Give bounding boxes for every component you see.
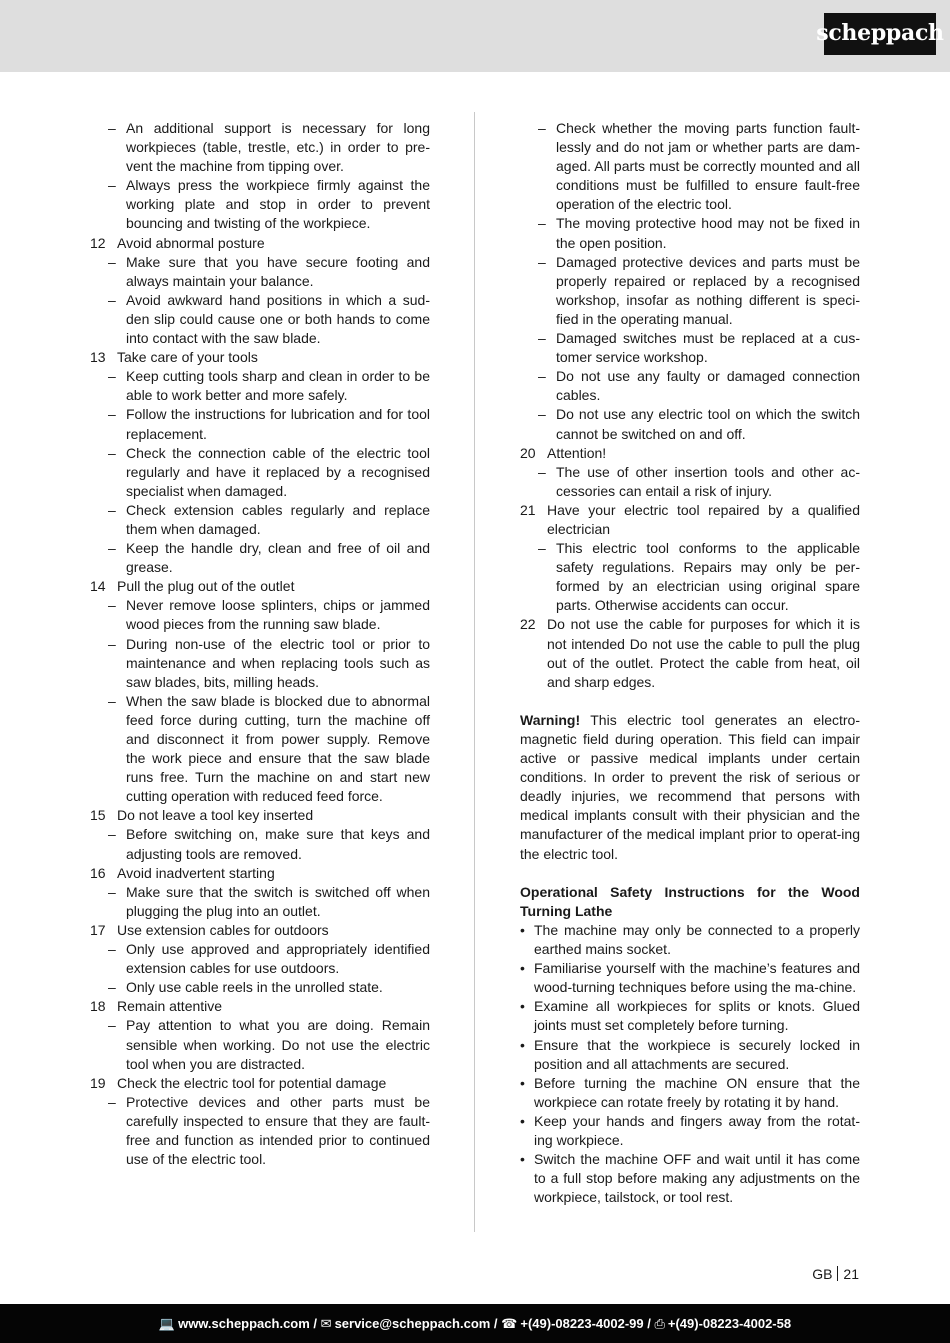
list-item: – Pay attention to what you are doing. Remain sensible when working. Do not use the electric tool when you are distracted. xyxy=(108,1017,430,1072)
list-item: – Damaged protective devices and parts must be properly repaired or replaced by a recognised workshop, insofar as nothing different is speci-fied in the operating manual. xyxy=(538,253,860,327)
fax-number: +(49)-08223-4002-58 xyxy=(667,1315,792,1331)
section-heading: 22 Do not use the cable for purposes for which it is not intended Do not use the cable to pull the plug out of the outlet. Protect the cable from heat, oil and sharp edges. xyxy=(520,616,860,690)
list-item: – Check the connection cable of the electric tool regularly and have it replaced by a recognised specialist when damaged. xyxy=(108,444,430,499)
section-heading: 18 Remain attentive xyxy=(90,998,223,1015)
list-item: – Make sure that you have secure footing and always maintain your balance. xyxy=(108,253,430,289)
warning-label: Warning! xyxy=(520,711,581,728)
computer-icon: 💻 xyxy=(158,1315,176,1331)
section-heading: 15 Do not leave a tool key inserted xyxy=(90,807,314,824)
list-item: – Keep cutting tools sharp and clean in order to be able to work better and more safely. xyxy=(108,368,430,404)
phone-icon: ☎ xyxy=(501,1315,518,1331)
mail-icon: ✉ xyxy=(320,1315,332,1331)
list-item: – Damaged switches must be replaced at a cus-tomer service workshop. xyxy=(538,330,860,366)
list-item: – Only use approved and appropriately identified extension cables for use outdoors. xyxy=(108,941,430,977)
bullet-item: • Ensure that the workpiece is securely locked in position and all attachments are secured. xyxy=(520,1036,860,1072)
list-item: – Only use cable reels in the unrolled state. xyxy=(108,979,383,996)
bullet-item: • The machine may only be connected to a properly earthed mains socket. xyxy=(520,921,860,958)
list-item: – Do not use any electric tool on which the switch cannot be switched on and off. xyxy=(538,406,860,442)
list-item: – Before switching on, make sure that keys and adjusting tools are removed. xyxy=(108,826,430,862)
list-item: – Protective devices and other parts must be carefully inspected to ensure that they are fault-free and function as intended prior to continued use of the electric tool. xyxy=(108,1093,430,1168)
section-heading: 20 Attention! xyxy=(520,444,607,461)
list-item: – Follow the instructions for lubrication and for tool replacement. xyxy=(108,406,430,442)
bullet-item: • Before turning the machine ON ensure that the workpiece can rotate freely by rotating it by hand. xyxy=(520,1074,860,1110)
warning-paragraph: Warning! This electric tool generates an electro-magnetic field during operation. This field can impair active or passive medical implants under certain conditions. In order to prevent the risk of serious or deadly injuries, we recommend that persons with medical implants consult with their physician and the manufacturer of the medical implant prior to operat-ing the electric tool. xyxy=(520,711,860,862)
right-column xyxy=(520,119,860,1207)
section-heading: 19 Check the electric tool for potential damage xyxy=(90,1074,387,1091)
bullet-item: • Familiarise yourself with the machine’s features and wood-turning techniques before using the ma-chine. xyxy=(520,960,860,996)
column-divider xyxy=(474,112,475,1232)
left-column xyxy=(90,119,430,1169)
phone-number: +(49)-08223-4002-99 / xyxy=(520,1315,651,1331)
ops-heading: Operational Safety Instructions for the Wood Turning Lathe xyxy=(520,883,860,919)
bullet-item: • Examine all workpieces for splits or knots. Glued joints must set completely before turning. xyxy=(520,998,860,1034)
list-item: – During non-use of the electric tool or prior to maintenance and when replacing tools such as saw blades, bits, milling heads. xyxy=(108,635,430,690)
fax-icon: ⎙ xyxy=(654,1315,665,1331)
section-heading: 12 Avoid abnormal posture xyxy=(90,234,265,251)
section-heading: 16 Avoid inadvertent starting xyxy=(90,864,275,881)
list-item: – An additional support is necessary for long workpieces (table, trestle, etc.) in order to pre-vent the machine from tipping over. xyxy=(108,120,430,175)
list-item: – This electric tool conforms to the applicable safety regulations. Repairs may only be per-formed by an electrician using original spare parts. Otherwise accidents can occur. xyxy=(538,540,860,614)
bullet-item: • Keep your hands and fingers away from the rotat-ing workpiece. xyxy=(520,1112,860,1148)
list-item: – The use of other insertion tools and other ac-cessories can entail a risk of injury. xyxy=(538,463,860,499)
bullet-item: • Switch the machine OFF and wait until it has come to a full stop before making any adjustments on the workpiece, tailstock, or tool rest. xyxy=(520,1151,860,1206)
list-item: – Make sure that the switch is switched off when plugging the plug into an outlet. xyxy=(108,883,430,919)
section-heading: 17 Use extension cables for outdoors xyxy=(90,921,329,938)
section-heading: 21 Have your electric tool repaired by a qualified electrician xyxy=(520,501,860,537)
footer-bar xyxy=(0,1304,950,1343)
list-item: – The moving protective hood may not be fixed in the open position. xyxy=(538,215,860,251)
section-heading: 14 Pull the plug out of the outlet xyxy=(90,578,295,595)
list-item: – Keep the handle dry, clean and free of oil and grease. xyxy=(108,540,430,576)
website-link[interactable]: www.scheppach.com / xyxy=(178,1315,318,1331)
list-item: – When the saw blade is blocked due to abnormal feed force during cutting, turn the machine off and disconnect it from power supply. Remove the work piece and ensure that the saw blade runs free. Turn the machine on and start new cutting operation with reduced feed force. xyxy=(108,692,430,805)
list-item: – Avoid awkward hand positions in which a sud-den slip could cause one or both hands to come into contact with the saw blade. xyxy=(108,291,430,347)
page-number: GB 21 xyxy=(812,1266,859,1282)
section-heading: 13 Take care of your tools xyxy=(90,349,258,366)
list-item: – Do not use any faulty or damaged connection cables. xyxy=(538,368,860,404)
email-link[interactable]: service@scheppach.com / xyxy=(334,1315,498,1331)
list-item: – Never remove loose splinters, chips or jammed wood pieces from the running saw blade. xyxy=(108,597,430,633)
list-item: – Check extension cables regularly and replace them when damaged. xyxy=(108,501,430,537)
list-item: – Always press the workpiece firmly against the working plate and stop in order to prevent bouncing and twisting of the workpiece. xyxy=(108,177,430,232)
header-bar xyxy=(0,0,950,72)
list-item: – Check whether the moving parts function fault-lessly and do not jam or whether parts are dam-aged. All parts must be correctly mounted and all conditions must be fulfilled to ensure fault-free operation of the electric tool. xyxy=(538,120,860,213)
scheppach-logo: scheppach xyxy=(824,13,936,55)
